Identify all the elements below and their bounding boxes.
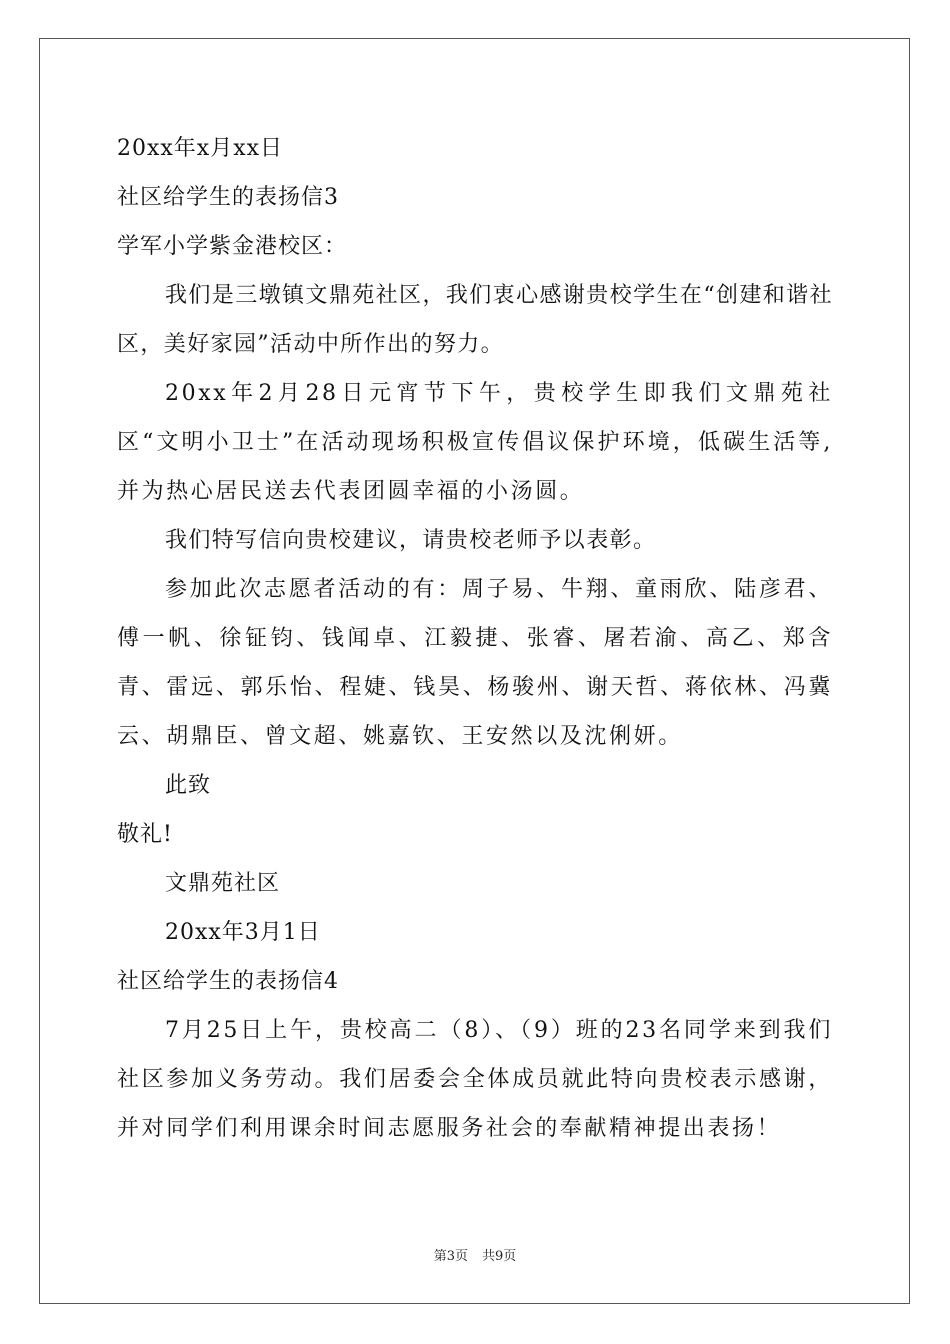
closing-regards: 敬礼! — [117, 822, 173, 847]
page-total: 共9页 — [482, 1249, 517, 1264]
page-footer — [0, 1248, 950, 1266]
paragraph: 我们特写信向贵校建议，请贵校老师予以表彰。 — [165, 528, 657, 553]
signature-date: 20xx年3月1日 — [165, 920, 321, 945]
signature: 文鼎苑社区 — [165, 871, 281, 896]
recipient-line: 学军小学紫金港校区： — [117, 234, 348, 259]
letter-title: 社区给学生的表扬信3 — [117, 185, 339, 210]
volunteer-list-paragraph: 参加此次志愿者活动的有：周子易、牛翔、童雨欣、陆彦君、傅一帆、徐钲钧、钱闻卓、江毅捷、张睿、屠若渝、高乙、郑含青、雷远、郭乐怡、程婕、钱昊、杨骏州、谢天哲、蒋依林、冯冀云、胡鼎臣、曾文超、姚嘉钦、王安然以及沈俐妍。 — [117, 577, 833, 749]
closing-salutation: 此致 — [165, 773, 212, 798]
paragraph: 7月25日上午，贵校高二（8）、（9）班的23名同学来到我们社区参加义务劳动。我们居委会全体成员就此特向贵校表示感谢，并对同学们利用课余时间志愿服务社会的奉献精神提出表扬！ — [117, 1018, 833, 1141]
letter-title: 社区给学生的表扬信4 — [117, 969, 339, 994]
paragraph: 我们是三墩镇文鼎苑社区，我们衷心感谢贵校学生在“创建和谐社区，美好家园”活动中所作出的努力。 — [117, 283, 833, 357]
letter-body — [117, 124, 833, 1153]
date-line: 20xx年x月xx日 — [117, 136, 284, 161]
paragraph: 20xx年2月28日元宵节下午，贵校学生即我们文鼎苑社区“文明小卫士”在活动现场积极宣传倡议保护环境，低碳生活等,并为热心居民送去代表团圆幸福的小汤圆。 — [117, 381, 833, 504]
page-number: 第3页 — [433, 1249, 468, 1264]
